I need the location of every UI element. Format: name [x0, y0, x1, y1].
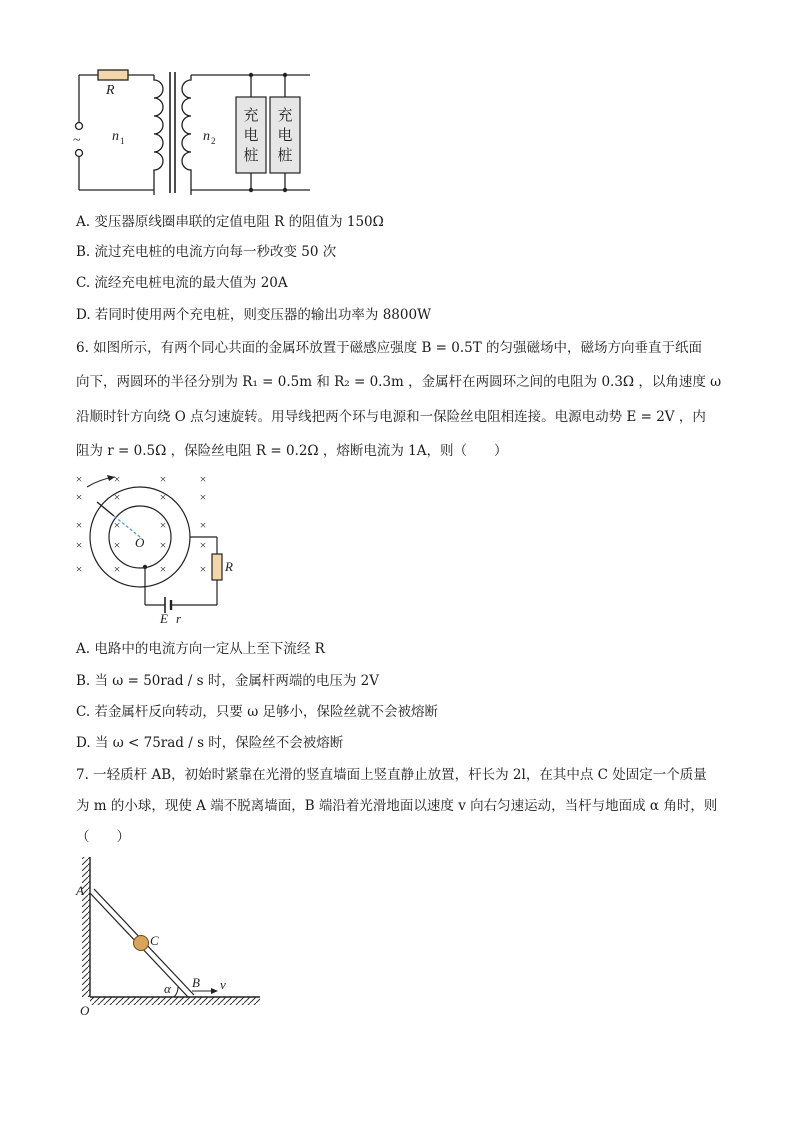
n2-subscript: 2 — [211, 136, 216, 146]
field-cross-mark: × — [199, 562, 207, 576]
label-c: C — [150, 933, 159, 948]
center-o-label: O — [135, 535, 145, 550]
label-o: O — [80, 1003, 90, 1018]
q6-stem-line1: 6. 如图所示，有两个同心共面的金属环放置于磁感应强度 B = 0.5T 的匀强磁场中，磁场方向垂直于纸面 — [76, 340, 703, 356]
q7-stem-line3: （ ） — [76, 829, 130, 845]
q6-option-b: B. 当 ω = 50rad / s 时，金属杆两端的电压为 2V — [76, 673, 379, 689]
field-cross-mark: × — [199, 472, 207, 486]
transformer-circuit-figure — [60, 60, 320, 205]
n1-label: n — [112, 129, 119, 144]
internal-r-label: r — [176, 611, 182, 625]
pile2-char2: 电 — [277, 128, 293, 144]
q6-stem-line3: 沿顺时针方向绕 O 点匀速旋转。用导线把两个环与电源和一保险丝电阻相连接。电源电动势 E = 2V ，内 — [76, 409, 706, 425]
emf-e-label: E — [160, 611, 168, 625]
field-cross-mark: × — [199, 518, 207, 532]
field-cross-mark: × — [159, 562, 167, 576]
rod-wall-figure — [70, 853, 270, 1021]
q6-stem-line2: 向下，两圆环的半径分别为 R₁ = 0.5m 和 R₂ = 0.3m ，金属杆在两圆环之间的电阻为 0.3Ω ，以角速度 ω — [76, 374, 722, 390]
q5-option-d: D. 若同时使用两个充电桩，则变压器的输出功率为 8800W — [76, 307, 431, 323]
q6-stem-line4: 阻为 r = 0.5Ω ，保险丝电阻 R = 0.2Ω ，熔断电流为 1A，则（ ） — [76, 443, 508, 459]
label-a: A — [76, 883, 84, 898]
n2-label: n — [203, 129, 210, 144]
ac-symbol: ~ — [73, 133, 81, 148]
field-cross-mark: × — [159, 490, 167, 504]
q6-option-a: A. 电路中的电流方向一定从上至下流经 R — [76, 641, 325, 657]
q5-option-c: C. 流经充电桩电流的最大值为 20A — [76, 275, 288, 291]
field-cross-mark: × — [75, 518, 83, 532]
field-cross-mark: × — [113, 562, 121, 576]
field-cross-mark: × — [159, 472, 167, 486]
pile2-char1: 充 — [277, 108, 293, 124]
fuse-r-label: R — [225, 559, 233, 574]
pile1-char3: 桩 — [243, 148, 259, 164]
label-v: v — [220, 977, 226, 992]
field-cross-mark: × — [159, 518, 167, 532]
n1-subscript: 1 — [120, 136, 125, 146]
q5-option-a: A. 变压器原线圈串联的定值电阻 R 的阻值为 150Ω — [76, 214, 384, 230]
label-b: B — [192, 975, 200, 990]
field-cross-mark: × — [113, 490, 121, 504]
field-cross-mark: × — [199, 490, 207, 504]
field-cross-mark: × — [159, 538, 167, 552]
pile1-char1: 充 — [243, 108, 259, 124]
field-cross-mark: × — [199, 538, 207, 552]
field-cross-mark: × — [75, 490, 83, 504]
field-cross-mark: × — [75, 562, 83, 576]
q5-option-b: B. 流过充电桩的电流方向每一秒改变 50 次 — [76, 244, 337, 260]
field-cross-mark: × — [113, 472, 121, 486]
field-cross-mark: × — [75, 472, 83, 486]
field-cross-mark: × — [75, 538, 83, 552]
q6-option-d: D. 当 ω < 75rad / s 时，保险丝不会被熔断 — [76, 735, 344, 751]
concentric-rings-figure — [65, 465, 250, 625]
field-cross-mark: × — [113, 518, 121, 532]
pile1-char2: 电 — [243, 128, 259, 144]
pile2-char3: 桩 — [277, 148, 293, 164]
resistor-label: R — [106, 83, 115, 98]
q6-option-c: C. 若金属杆反向转动，只要 ω 足够小，保险丝就不会被熔断 — [76, 704, 439, 720]
q7-stem-line2: 为 m 的小球，现使 A 端不脱离墙面，B 端沿着光滑地面以速度 v 向右匀速运动，当杆与地面成 α 角时，则 — [76, 798, 718, 814]
q7-stem-line1: 7. 一轻质杆 AB，初始时紧靠在光滑的竖直墙面上竖直静止放置，杆长为 2l，在其中点 C 处固定一个质量 — [76, 767, 707, 783]
label-alpha: α — [164, 981, 171, 996]
field-cross-mark: × — [113, 538, 121, 552]
